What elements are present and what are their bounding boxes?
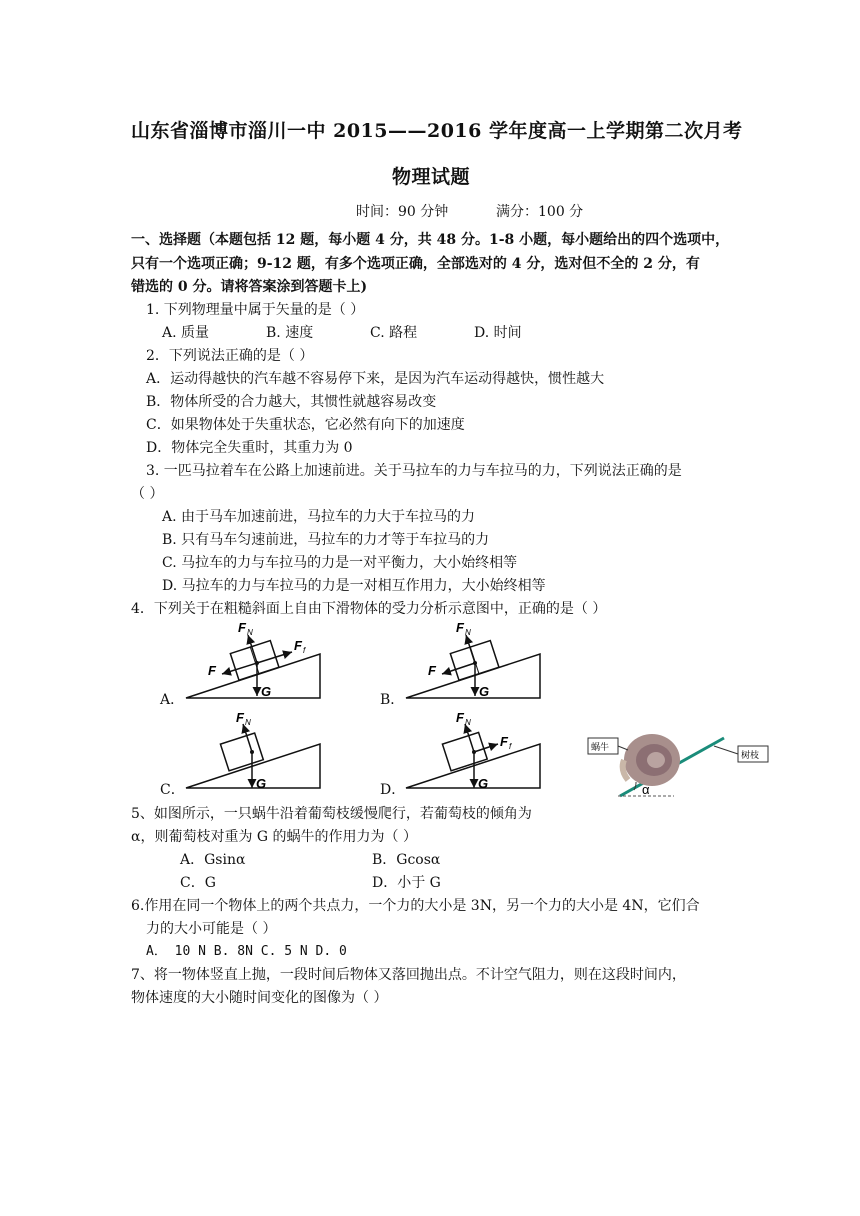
section-instructions-line2: 只有一个选项正确；9-12 题，有多个选项正确，全部选对的 4 分，选对但不全的 2 分，有 bbox=[131, 256, 700, 272]
f-label: F bbox=[208, 663, 216, 678]
q5-stem-line2: α，则葡萄枝对重为 G 的蜗牛的作用力为（ ） bbox=[131, 829, 417, 845]
snail-on-branch-figure bbox=[584, 720, 774, 800]
svg-text:F: F bbox=[456, 620, 464, 635]
incline-diagram-d bbox=[400, 702, 550, 797]
branch-label: 树枝 bbox=[741, 750, 760, 760]
q5-option-c: C．G bbox=[180, 875, 216, 891]
q2-option-c: C．如果物体处于失重状态，它必然有向下的加速度 bbox=[146, 417, 465, 433]
g-label: G bbox=[261, 684, 272, 699]
q1-option-d: D. 时间 bbox=[474, 325, 522, 341]
q2-option-d: D．物体完全失重时，其重力为 0 bbox=[146, 440, 353, 456]
ff-label: F bbox=[294, 638, 302, 653]
q6-options: A． 10 N B. 8N C. 5 N D. 0 bbox=[146, 944, 347, 959]
svg-text:G: G bbox=[478, 776, 489, 791]
q6-stem-line2: 力的大小可能是（ ） bbox=[146, 921, 277, 937]
q4-label-b: B． bbox=[380, 692, 405, 708]
q2-option-b: B．物体所受的合力越大，其惯性就越容易改变 bbox=[146, 394, 437, 410]
snail-label: 蜗牛 bbox=[591, 742, 610, 752]
q3-option-d: D. 马拉车的力与车拉马的力是一对相互作用力，大小始终相等 bbox=[162, 578, 546, 594]
svg-text:N: N bbox=[465, 718, 471, 727]
q3-option-a: A. 由于马车加速前进，马拉车的力大于车拉马的力 bbox=[162, 509, 476, 525]
section-instructions-line1: 一、选择题（本题包括 12 题，每小题 4 分，共 48 分。1-8 小题，每小题给出的四个选项中， bbox=[131, 232, 730, 248]
incline-diagram-a bbox=[180, 612, 330, 707]
q6-stem-line1: 6.作用在同一个物体上的两个共点力，一个力的大小是 3N，另一个力的大小是 4N，它们合 bbox=[131, 898, 700, 914]
svg-text:f: f bbox=[509, 742, 512, 751]
q5-stem-line1: 5、如图所示，一只蜗牛沿着葡萄枝缓慢爬行，若葡萄枝的倾角为 bbox=[131, 806, 532, 822]
q3-option-b: B. 只有马车匀速前进，马拉车的力才等于车拉马的力 bbox=[162, 532, 490, 548]
q3-option-c: C. 马拉车的力与车拉马的力是一对平衡力，大小始终相等 bbox=[162, 555, 518, 571]
q4-label-a: A． bbox=[160, 692, 185, 708]
q1-option-b: B. 速度 bbox=[266, 325, 314, 341]
q7-stem-line1: 7、将一物体竖直上抛，一段时间后物体又落回抛出点。不计空气阻力，则在这段时间内， bbox=[131, 967, 686, 983]
incline-diagram-b bbox=[400, 612, 550, 707]
exam-title: 山东省淄博市淄川一中 2015——2016 学年度高一上学期第二次月考 bbox=[131, 120, 743, 142]
q1-option-a: A. 质量 bbox=[162, 325, 210, 341]
q2-stem: 2．下列说法正确的是（ ） bbox=[146, 348, 314, 364]
svg-text:F: F bbox=[500, 734, 508, 749]
q4-label-d: D． bbox=[380, 782, 406, 798]
q3-stem-line2: （ ） bbox=[131, 486, 164, 502]
exam-subtitle: 物理试题 bbox=[392, 166, 471, 188]
q4-label-c: C． bbox=[160, 782, 185, 798]
svg-text:G: G bbox=[479, 684, 490, 699]
svg-text:F: F bbox=[236, 710, 244, 725]
exam-time: 时间：90 分钟 bbox=[356, 204, 449, 220]
q3-stem-line1: 3. 一匹马拉着车在公路上加速前进。关于马拉车的力与车拉马的力，下列说法正确的是 bbox=[146, 463, 682, 479]
q7-stem-line2: 物体速度的大小随时间变化的图像为（ ） bbox=[131, 990, 388, 1006]
incline-diagram-c bbox=[180, 702, 330, 797]
svg-text:F: F bbox=[456, 710, 464, 725]
svg-text:F: F bbox=[428, 663, 436, 678]
q5-option-b: B．Gcosα bbox=[372, 852, 441, 868]
angle-label: α bbox=[642, 782, 650, 797]
svg-text:f: f bbox=[303, 646, 306, 655]
svg-text:N: N bbox=[465, 628, 471, 637]
q2-option-a: A．运动得越快的汽车越不容易停下来，是因为汽车运动得越快，惯性越大 bbox=[146, 371, 605, 387]
svg-text:N: N bbox=[245, 718, 251, 727]
exam-score: 满分：100 分 bbox=[496, 204, 584, 220]
fn-label: F bbox=[238, 620, 246, 635]
q4-stem: 4．下列关于在粗糙斜面上自由下滑物体的受力分析示意图中，正确的是（ ） bbox=[131, 601, 607, 617]
q1-stem: 1. 下列物理量中属于矢量的是（ ） bbox=[146, 302, 365, 318]
section-instructions-line3: 错选的 0 分。请将答案涂到答题卡上) bbox=[131, 279, 368, 295]
q5-option-a: A．Gsinα bbox=[180, 852, 246, 868]
q5-option-d: D．小于 G bbox=[372, 875, 441, 891]
svg-text:N: N bbox=[247, 628, 253, 637]
q1-option-c: C. 路程 bbox=[370, 325, 418, 341]
svg-text:G: G bbox=[256, 776, 267, 791]
